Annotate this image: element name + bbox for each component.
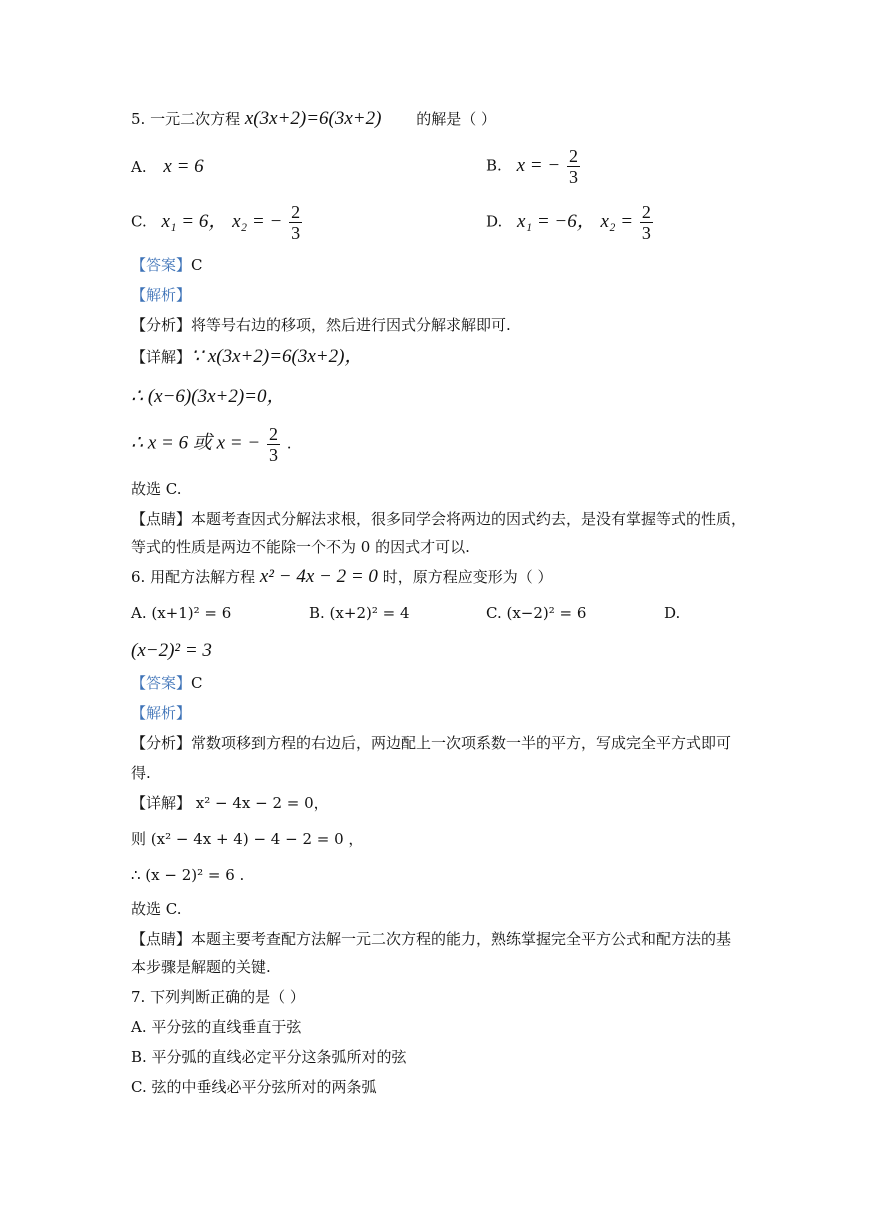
q5-option-c-fraction: $\frac{2}{3}$	[291, 202, 301, 243]
q5-option-b	[486, 146, 582, 187]
q5-option-c-label: C.	[131, 212, 147, 231]
q5-stem-equation: x(3x+2)=6(3x+2)	[244, 108, 382, 129]
q5-step1: ∴ (x−6)(3x+2)=0，	[131, 386, 286, 407]
q5-dianjing-2: 等式的性质是两边不能除一个不为 0 的因式才可以.	[131, 538, 470, 556]
q6-step2: ∴ (x − 2)² = 6 .	[131, 866, 245, 884]
xiangjie-tag: 【详解】	[131, 348, 192, 366]
q6-dianjing-2: 本步骤是解题的关键.	[131, 958, 271, 976]
q7-option-b: B. 平分弧的直线必定平分这条弧所对的弦	[131, 1048, 407, 1066]
q7-option-a: A. 平分弦的直线垂直于弦	[131, 1018, 302, 1036]
q5-step2-end: .	[286, 434, 292, 453]
q5-option-a	[131, 156, 204, 178]
q5-answer	[131, 254, 203, 276]
q6-step1: 则 (x² − 4x + 4) − 4 − 2 = 0 ，	[131, 830, 364, 848]
q5-option-b-label: B.	[486, 156, 502, 175]
q5-option-a-text: x = 6	[163, 156, 204, 177]
q5-xiangjie	[131, 346, 363, 368]
q5-dianjing-1: 【点睛】本题考查因式分解法求根，很多同学会将两边的因式约去，是没有掌握等式的性质，	[131, 510, 747, 528]
q5-option-d	[486, 202, 655, 243]
q6-dianjing-1: 【点睛】本题主要考查配方法解一元二次方程的能力，熟练掌握完全平方公式和配方法的基	[131, 930, 732, 948]
q6-option-b: B. (x+2)² = 4	[309, 604, 410, 622]
q5-option-a-label: A.	[131, 158, 147, 176]
q5-choose: 故选 C.	[131, 480, 182, 498]
q6-fenxi-1: 【分析】常数项移到方程的右边后，两边配上一次项系数一半的平方，写成完全平方式即可	[131, 734, 732, 752]
q6-stem-equation: x² − 4x − 2 = 0	[259, 566, 378, 587]
q6-option-d-cont: (x−2)² = 3	[131, 640, 212, 661]
q5-analysis-tag: 【解析】	[131, 286, 192, 304]
q5-option-b-text: x = −	[516, 154, 561, 176]
q6-analysis-tag: 【解析】	[131, 704, 192, 722]
q6-xiangjie: 【详解】 x² − 4x − 2 = 0，	[131, 794, 329, 812]
q6-option-a: A. (x+1)² = 6	[131, 604, 232, 622]
q5-step2-fraction: $\frac{2}{3}$	[268, 424, 278, 465]
q6-answer	[131, 672, 203, 694]
q6-stem	[131, 566, 552, 588]
q6-stem-prefix: 6. 用配方法解方程	[131, 568, 256, 586]
q5-step2	[131, 424, 292, 465]
q5-stem-prefix: 5. 一元二次方程	[131, 110, 241, 128]
q6-option-d: D.	[664, 604, 681, 622]
q6-choose: 故选 C.	[131, 900, 182, 918]
q7-option-c: C. 弦的中垂线必平分弦所对的两条弧	[131, 1078, 377, 1096]
q5-option-d-fraction: $\frac{2}{3}$	[641, 202, 651, 243]
q5-fenxi: 【分析】将等号右边的移项，然后进行因式分解求解即可.	[131, 316, 511, 334]
q5-step2-text: ∴ x = 6 或 x = −	[131, 432, 261, 454]
q5-option-c-text: x₁ = 6， x₂ = −	[161, 210, 283, 232]
answer-value: C	[191, 674, 203, 692]
answer-tag: 【答案】	[131, 256, 192, 274]
q5-option-d-label: D.	[486, 212, 503, 231]
answer-tag: 【答案】	[131, 674, 192, 692]
q5-stem	[131, 108, 496, 130]
q7-stem: 7. 下列判断正确的是（ ）	[131, 988, 305, 1006]
q5-option-c	[131, 202, 304, 243]
answer-value: C	[191, 256, 203, 274]
q6-option-c: C. (x−2)² = 6	[486, 604, 587, 622]
q5-option-d-text: x₁ = −6， x₂ =	[517, 210, 634, 232]
xiangjie-equation: ∵ x(3x+2)=6(3x+2)，	[191, 346, 364, 367]
q6-fenxi-2: 得.	[131, 764, 151, 782]
q5-option-b-fraction: $\frac{2}{3}$	[568, 146, 578, 187]
q5-stem-suffix: 的解是（ ）	[416, 110, 497, 128]
q6-stem-suffix: 时，原方程应变形为（ ）	[382, 568, 553, 586]
